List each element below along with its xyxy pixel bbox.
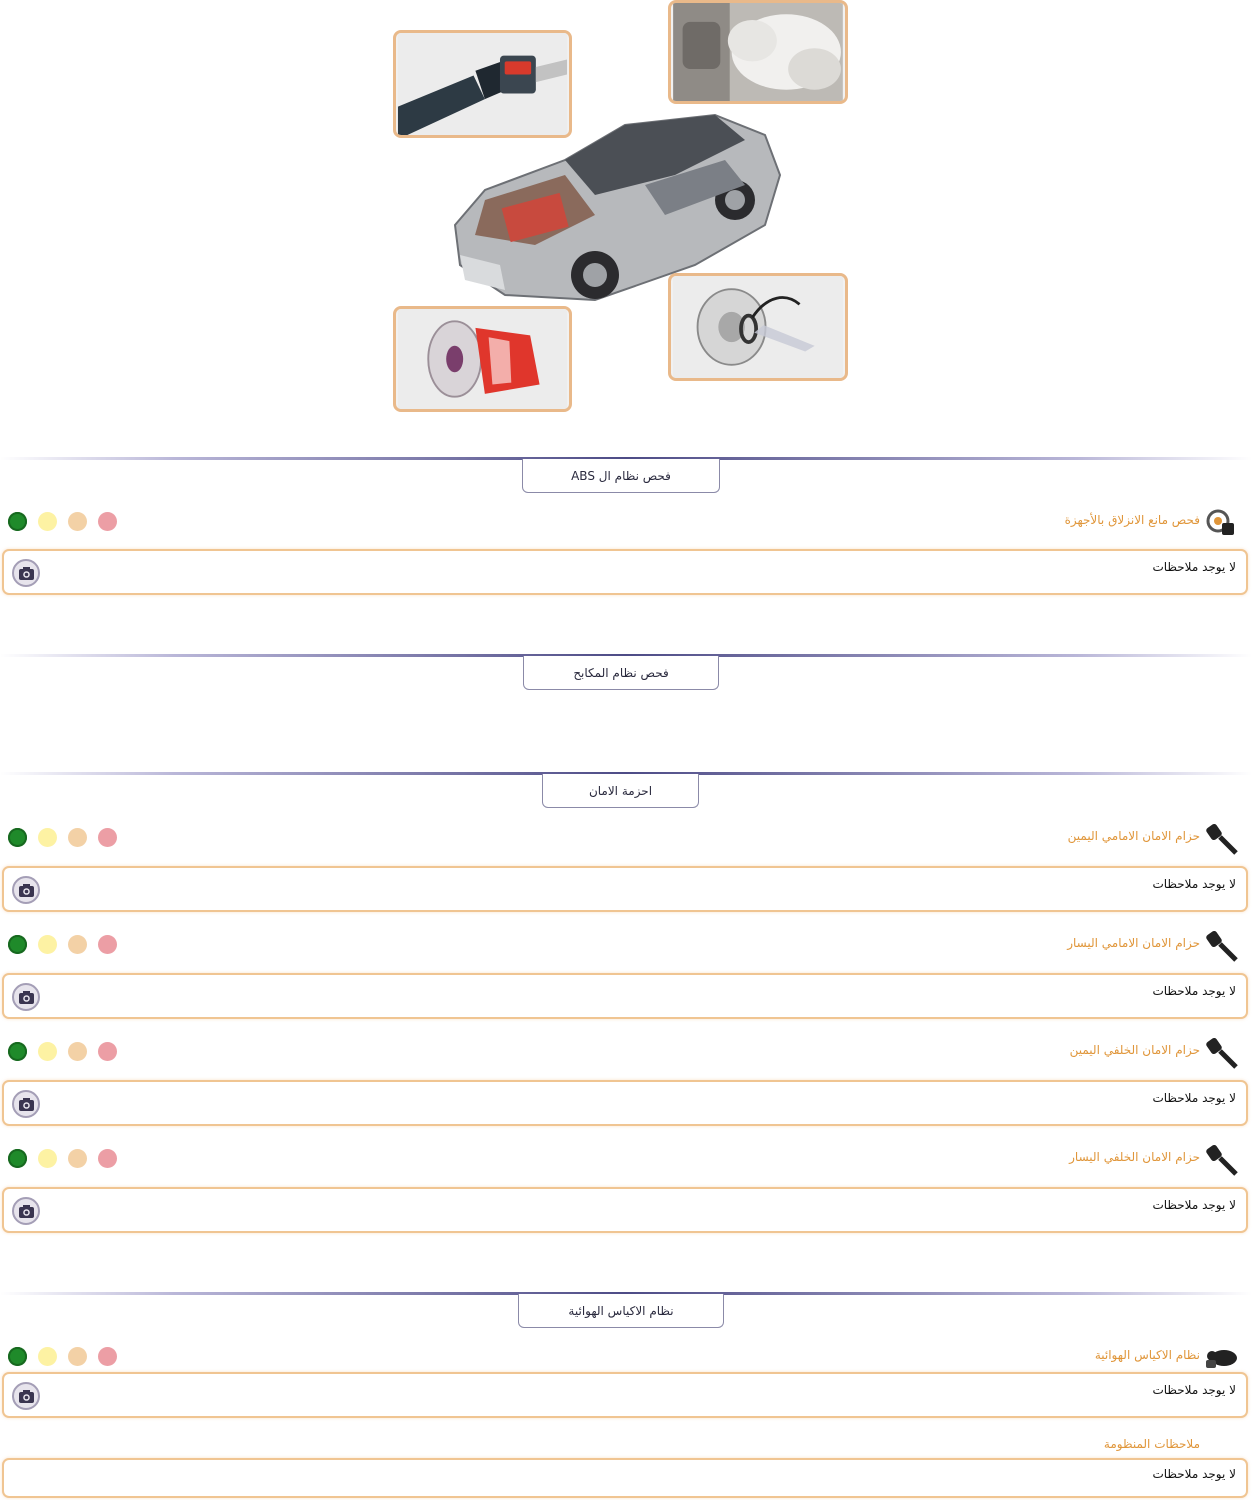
status-selector (8, 1042, 117, 1061)
status-dot-red[interactable] (98, 1347, 117, 1366)
camera-icon (18, 566, 35, 581)
section-divider-seatbelts (0, 772, 1252, 812)
status-dot-yellow[interactable] (38, 1347, 57, 1366)
status-dot-green[interactable] (8, 828, 27, 847)
status-dot-green[interactable] (8, 1149, 27, 1168)
seatbelt-icon (1204, 1144, 1238, 1176)
status-dot-yellow[interactable] (38, 512, 57, 531)
notes-field[interactable] (2, 866, 1248, 912)
notes-field[interactable] (2, 1187, 1248, 1233)
system-notes-text: لا يوجد ملاحظات (1152, 1467, 1236, 1481)
status-dot-green[interactable] (8, 935, 27, 954)
notes-field[interactable] (2, 549, 1248, 595)
status-dot-yellow[interactable] (38, 935, 57, 954)
camera-icon (18, 883, 35, 898)
status-dot-orange[interactable] (68, 512, 87, 531)
camera-icon (18, 1389, 35, 1404)
camera-icon (18, 1204, 35, 1219)
status-dot-orange[interactable] (68, 935, 87, 954)
status-dot-orange[interactable] (68, 1042, 87, 1061)
section-divider-abs (0, 457, 1252, 497)
seatbelt-icon (1204, 1037, 1238, 1069)
check-item-title: نظام الاكياس الهوائية (1094, 1348, 1200, 1362)
status-dot-green[interactable] (8, 512, 27, 531)
camera-button[interactable] (12, 983, 40, 1011)
section-title-seatbelts: احزمة الامان (542, 774, 699, 808)
notes-field[interactable] (2, 973, 1248, 1019)
brake-caliper-thumbnail (393, 306, 572, 412)
seatbelt-icon (1204, 823, 1238, 855)
hero-illustration (0, 0, 1252, 430)
section-divider-brakes (0, 654, 1252, 694)
status-selector (8, 828, 117, 847)
camera-button[interactable] (12, 1382, 40, 1410)
status-dot-red[interactable] (98, 512, 117, 531)
status-dot-yellow[interactable] (38, 828, 57, 847)
check-item-header (0, 507, 1252, 537)
notes-field[interactable] (2, 1372, 1248, 1418)
section-title-airbags: نظام الاكياس الهوائية (518, 1294, 724, 1328)
notes-text: لا يوجد ملاحظات (1152, 1198, 1236, 1212)
seatbelt-icon (1204, 930, 1238, 962)
notes-text: لا يوجد ملاحظات (1152, 1383, 1236, 1397)
notes-text: لا يوجد ملاحظات (1152, 984, 1236, 998)
status-dot-yellow[interactable] (38, 1149, 57, 1168)
abs-sensor-thumbnail (668, 273, 848, 381)
camera-icon (18, 1097, 35, 1112)
notes-field[interactable] (2, 1080, 1248, 1126)
check-item-title: فحص مانع الانزلاق بالأجهزة (1064, 513, 1200, 527)
check-item-header (0, 930, 1252, 960)
status-selector (8, 512, 117, 531)
status-dot-orange[interactable] (68, 828, 87, 847)
status-dot-orange[interactable] (68, 1347, 87, 1366)
status-selector (8, 1149, 117, 1168)
status-dot-green[interactable] (8, 1347, 27, 1366)
camera-icon (18, 990, 35, 1005)
notes-text: لا يوجد ملاحظات (1152, 1091, 1236, 1105)
status-dot-red[interactable] (98, 1149, 117, 1168)
status-dot-green[interactable] (8, 1042, 27, 1061)
camera-button[interactable] (12, 559, 40, 587)
check-item-title: حزام الامان الخلفي اليمين (1069, 1043, 1200, 1057)
status-dot-red[interactable] (98, 1042, 117, 1061)
camera-button[interactable] (12, 1197, 40, 1225)
check-item-title: حزام الامان الامامي اليمين (1067, 829, 1200, 843)
status-dot-red[interactable] (98, 828, 117, 847)
airbag-thumbnail (668, 0, 848, 104)
section-title-brakes: فحص نظام المكابح (523, 656, 719, 690)
abs-sensor-icon (1204, 507, 1238, 539)
check-item-header (0, 1342, 1252, 1372)
status-dot-red[interactable] (98, 935, 117, 954)
status-selector (8, 935, 117, 954)
camera-button[interactable] (12, 1090, 40, 1118)
section-divider-airbags (0, 1292, 1252, 1332)
check-item-title: حزام الامان الخلفي اليسار (1069, 1150, 1200, 1164)
status-dot-yellow[interactable] (38, 1042, 57, 1061)
check-item-header (0, 823, 1252, 853)
notes-text: لا يوجد ملاحظات (1152, 877, 1236, 891)
check-item-header (0, 1144, 1252, 1174)
system-notes-field[interactable] (2, 1458, 1248, 1498)
check-item-header (0, 1037, 1252, 1067)
status-dot-orange[interactable] (68, 1149, 87, 1168)
camera-button[interactable] (12, 876, 40, 904)
check-item-title: حزام الامان الامامي اليسار (1067, 936, 1200, 950)
airbag-icon (1204, 1342, 1238, 1374)
system-notes-label: ملاحظات المنظومة (1103, 1437, 1200, 1451)
notes-text: لا يوجد ملاحظات (1152, 560, 1236, 574)
status-selector (8, 1347, 117, 1366)
section-title-abs: فحص نظام ال ABS (522, 459, 720, 493)
